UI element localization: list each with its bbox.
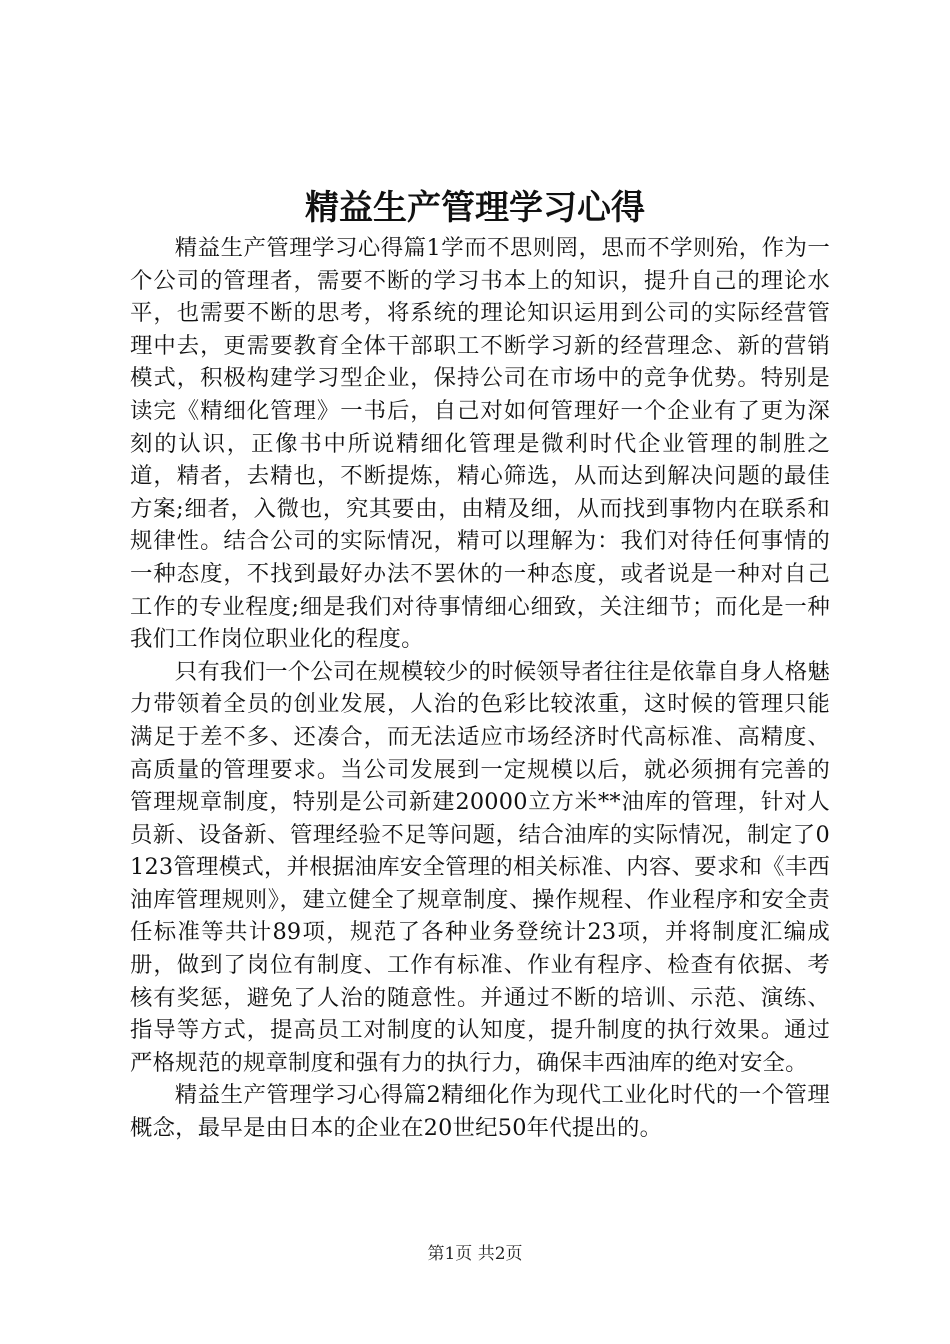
document-body bbox=[130, 232, 830, 1145]
paragraph-1: 精益生产管理学习心得篇1学而不思则罔，思而不学则殆，作为一个公司的管理者，需要不断的学习书本上的知识，提升自己的理论水平，也需要不断的思考，将系统的理论知识运用到公司的实际经营管理中去，更需要教育全体干部职工不断学习新的经营理念、新的营销模式，积极构建学习型企业，保持公司在市场中的竞争优势。特别是读完《精细化管理》一书后，自己对如何管理好一个企业有了更为深刻的认识，正像书中所说精细化管理是微利时代企业管理的制胜之道，精者，去精也，不断提炼，精心筛选，从而达到解决问题的最佳方案;细者，入微也，究其要由，由精及细，从而找到事物内在联系和规律性。结合公司的实际情况，精可以理解为：我们对待任何事情的一种态度，不找到最好办法不罢休的一种态度，或者说是一种对自己工作的专业程度;细是我们对待事情细心细致，关注细节；而化是一种我们工作岗位职业化的程度。 bbox=[130, 235, 830, 653]
document-title: 精益生产管理学习心得 bbox=[305, 188, 645, 228]
paragraph-3: 精益生产管理学习心得篇2精细化作为现代工业化时代的一个管理概念，最早是由日本的企业在20世纪50年代提出的。 bbox=[130, 1082, 830, 1142]
page-number-footer: 第1页 共2页 bbox=[427, 1244, 523, 1264]
paragraph-2: 只有我们一个公司在规模较少的时候领导者往往是依靠自身人格魅力带领着全员的创业发展，人治的色彩比较浓重，这时候的管理只能满足于差不多、还凑合，而无法适应市场经济时代高标准、高精度、高质量的管理要求。当公司发展到一定规模以后，就必须拥有完善的管理规章制度，特别是公司新建20000立方米**油库的管理，针对人员新、设备新、管理经验不足等问题，结合油库的实际情况，制定了0123管理模式，并根据油库安全管理的相关标准、内容、要求和《丰西油库管理规则》，建立健全了规章制度、操作规程、作业程序和安全责任标准等共计89项，规范了各种业务登统计23项，并将制度汇编成册，做到了岗位有制度、工作有标准、作业有程序、检查有依据、考核有奖惩，避免了人治的随意性。并通过不断的培训、示范、演练、指导等方式，提高员工对制度的认知度，提升制度的执行效果。通过严格规范的规章制度和强有力的执行力，确保丰西油库的绝对安全。 bbox=[130, 658, 830, 1076]
